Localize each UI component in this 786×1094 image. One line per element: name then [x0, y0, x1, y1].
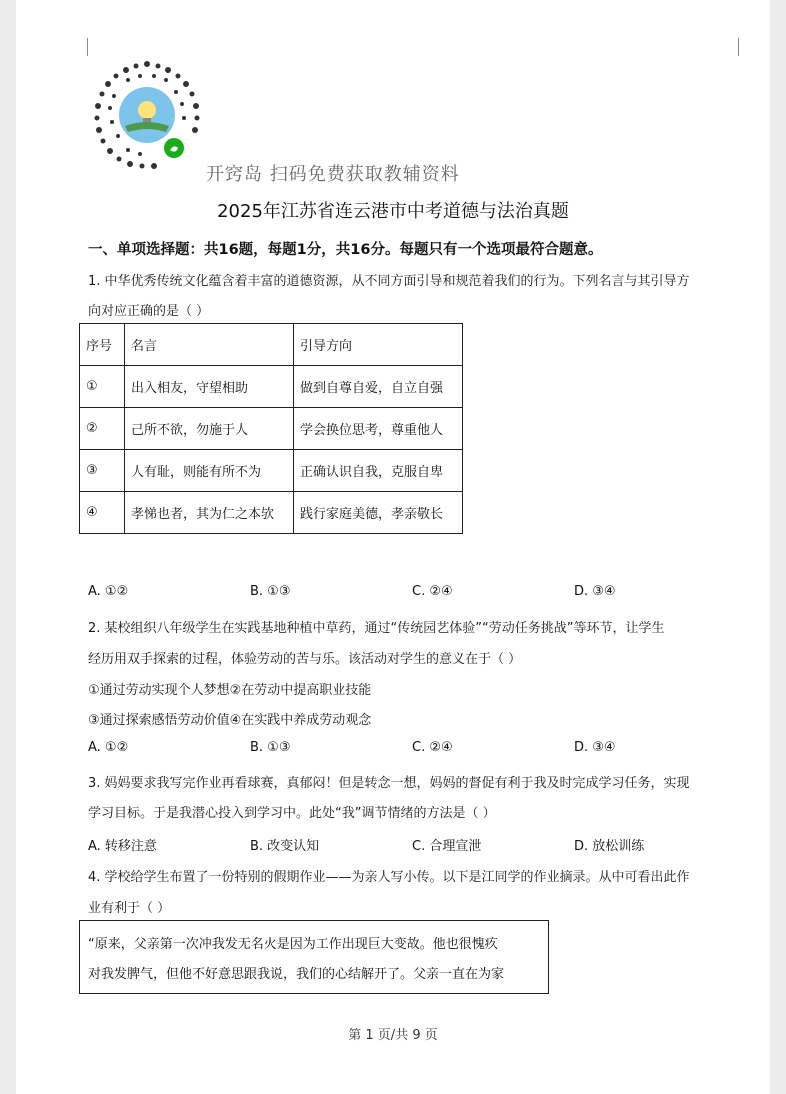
table-cell: 己所不欲，勿施于人 [125, 408, 294, 450]
qr-code-icon [88, 56, 206, 174]
page-margin-left [0, 0, 16, 1094]
option-d[interactable]: D. 放松训练 [574, 839, 645, 854]
q1-table [79, 323, 463, 534]
q2-stem-line2: 经历用双手探索的过程，体验劳动的苦与乐。该活动对学生的意义在于（ ） [88, 652, 522, 667]
quote-line-2: 对我发脾气，但他不好意思跟我说，我们的心结解开了。父亲一直在为家 [88, 967, 505, 982]
table-row [80, 366, 463, 408]
table-cell: 做到自尊自爱，自立自强 [294, 366, 463, 408]
table-cell: 践行家庭美德，孝亲敬长 [294, 492, 463, 534]
option-c[interactable]: C. 合理宣泄 [412, 839, 482, 854]
q3-stem-line1: 3. 妈妈要求我写完作业再看球赛，真郁闷！但是转念一想，妈妈的督促有利于我及时完成学习任务，实现 [88, 776, 690, 791]
crop-mark-left [87, 38, 88, 56]
page-margin-right [770, 0, 786, 1094]
table-cell: ④ [80, 492, 125, 534]
q2-stem-line1: 2. 某校组织八年级学生在实践基地种植中草药，通过“传统园艺体验”“劳动任务挑战”等环节，让学生 [88, 621, 665, 636]
q2-statement-1: ①通过劳动实现个人梦想②在劳动中提高职业技能 [88, 683, 372, 698]
table-cell: 正确认识自我，克服自卑 [294, 450, 463, 492]
q1-stem-line1: 1. 中华优秀传统文化蕴含着丰富的道德资源，从不同方面引导和规范着我们的行为。下列名言与其引导方 [88, 274, 690, 289]
quote-line-1: “原来，父亲第一次冲我发无名火是因为工作出现巨大变故。他也很愧疚 [88, 937, 498, 952]
table-cell: ② [80, 408, 125, 450]
page-footer: 第 1 页/共 9 页 [348, 1028, 438, 1043]
option-d[interactable]: D. ③④ [574, 584, 616, 599]
table-row [80, 408, 463, 450]
q2-statement-2: ③通过探索感悟劳动价值④在实践中养成劳动观念 [88, 713, 372, 728]
table-header-cell: 引导方向 [294, 324, 463, 366]
page-title: 2025年江苏省连云港市中考道德与法治真题 [217, 201, 569, 222]
table-cell: 出入相友，守望相助 [125, 366, 294, 408]
option-c[interactable]: C. ②④ [412, 584, 453, 599]
q2-options [88, 740, 738, 758]
q4-stem-line1: 4. 学校给学生布置了一份特别的假期作业——为亲人写小传。以下是江同学的作业摘录。从中可看出此作 [88, 870, 690, 885]
option-c[interactable]: C. ②④ [412, 740, 453, 755]
option-a[interactable]: A. ①② [88, 740, 129, 755]
crop-mark-right [738, 38, 739, 56]
table-header-row [80, 324, 463, 366]
q3-stem-line2: 学习目标。于是我潜心投入到学习中。此处“我”调节情绪的方法是（ ） [88, 806, 496, 821]
option-b[interactable]: B. 改变认知 [250, 839, 320, 854]
section-heading: 一、单项选择题：共16题，每题1分，共16分。每题只有一个选项最符合题意。 [88, 242, 603, 258]
table-header-cell: 名言 [125, 324, 294, 366]
option-b[interactable]: B. ①③ [250, 584, 291, 599]
q1-options [88, 584, 738, 602]
option-d[interactable]: D. ③④ [574, 740, 616, 755]
table-header-cell: 序号 [80, 324, 125, 366]
table-cell: 人有耻，则能有所不为 [125, 450, 294, 492]
option-b[interactable]: B. ①③ [250, 740, 291, 755]
q1-stem-line2: 向对应正确的是（ ） [88, 304, 210, 319]
table-row [80, 450, 463, 492]
q3-options [88, 835, 738, 853]
option-a[interactable]: A. ①② [88, 584, 129, 599]
table-cell: ① [80, 366, 125, 408]
table-row [80, 492, 463, 534]
q4-stem-line2: 业有利于（ ） [88, 901, 171, 916]
table-cell: ③ [80, 450, 125, 492]
option-a[interactable]: A. 转移注意 [88, 839, 157, 854]
q4-quote-box [79, 920, 549, 994]
table-cell: 孝悌也者，其为仁之本欤 [125, 492, 294, 534]
promo-banner: 开窍岛 扫码免费获取教辅资料 [206, 164, 460, 185]
table-cell: 学会换位思考，尊重他人 [294, 408, 463, 450]
